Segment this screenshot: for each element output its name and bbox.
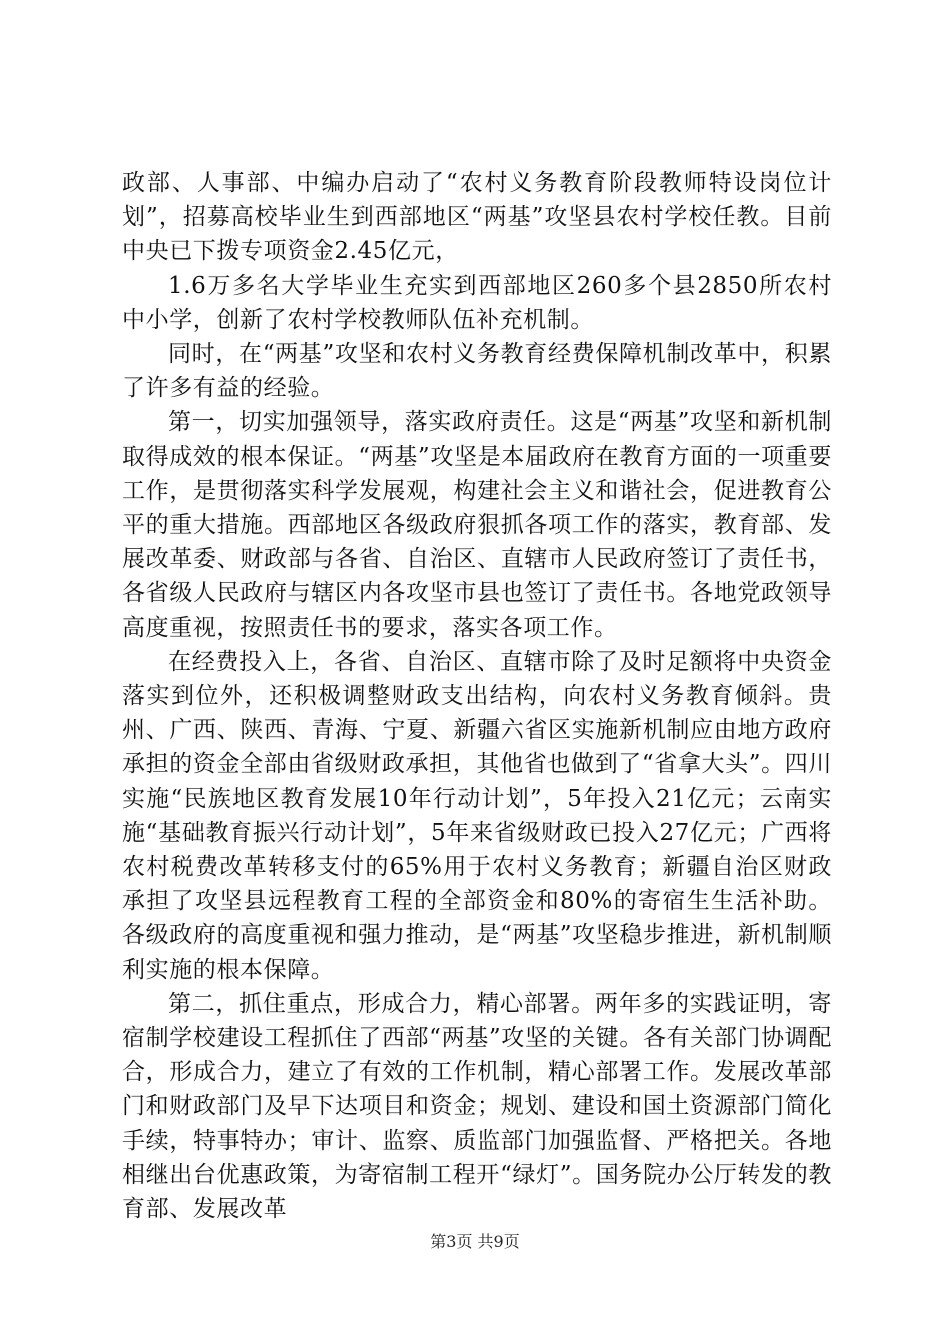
document-body <box>122 166 832 1226</box>
paragraph-first-point: 第一，切实加强领导，落实政府责任。这是“两基”攻坚和新机制取得成效的根本保证。“两基”攻坚是本届政府在教育方面的一项重要工作，是贯彻落实科学发展观，构建社会主义和谐社会，促进教育公平的重大措施。西部地区各级政府狠抓各项工作的落实，教育部、发展改革委、财政部与各省、自治区、直辖市人民政府签订了责任书，各省级人民政府与辖区内各攻坚市县也签订了责任书。各地党政领导高度重视，按照责任书的要求，落实各项工作。 <box>122 409 832 641</box>
paragraph-continuation: 政部、人事部、中编办启动了“农村义务教育阶段教师特设岗位计划”，招募高校毕业生到西部地区“两基”攻坚县农村学校任教。目前中央已下拨专项资金2.45亿元， <box>122 170 832 265</box>
paragraph-experience-intro: 同时，在“两基”攻坚和农村义务教育经费保障机制改革中，积累了许多有益的经验。 <box>122 341 832 402</box>
paragraph-graduates: 1.6万多名大学毕业生充实到西部地区260多个县2850所农村中小学，创新了农村学校教师队伍补充机制。 <box>122 272 832 333</box>
page-number-footer: 第3页 共9页 <box>430 1232 520 1251</box>
paragraph-second-point: 第二，抓住重点，形成合力，精心部署。两年多的实践证明，寄宿制学校建设工程抓住了西部“两基”攻坚的关键。各有关部门协调配合，形成合力，建立了有效的工作机制，精心部署工作。发展改革部门和财政部门及早下达项目和资金；规划、建设和国土资源部门简化手续，特事特办；审计、监察、质监部门加强监督、严格把关。各地相继出台优惠政策，为寄宿制工程开“绿灯”。国务院办公厅转发的教育部、发展改革 <box>122 990 832 1223</box>
paragraph-funding: 在经费投入上，各省、自治区、直辖市除了及时足额将中央资金落实到位外，还积极调整财政支出结构，向农村义务教育倾斜。贵州、广西、陕西、青海、宁夏、新疆六省区实施新机制应由地方政府承担的资金全部由省级财政承担，其他省也做到了“省拿大头”。四川实施“民族地区教育发展10年行动计划”，5年投入21亿元；云南实施“基础教育振兴行动计划”，5年来省级财政已投入27亿元；广西将农村税费改革转移支付的65%用于农村义务教育；新疆自治区财政承担了攻坚县远程教育工程的全部资金和80%的寄宿生生活补助。各级政府的高度重视和强力推动，是“两基”攻坚稳步推进，新机制顺利实施的根本保障。 <box>122 648 832 983</box>
